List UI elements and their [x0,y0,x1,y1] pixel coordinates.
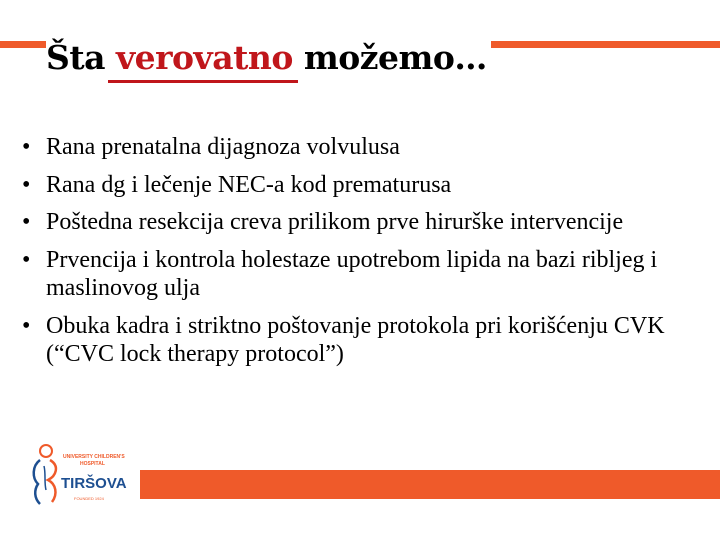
bullet-text: Poštedna resekcija creva prilikom prve hirurške intervencije [46,209,624,235]
bullet-dot: • [22,171,31,198]
title-suffix: možemo… [292,38,487,77]
logo-name: TIRŠOVA [61,475,127,492]
bullet-dot: • [22,246,31,273]
child-figure-icon [34,445,56,504]
bullet-item [22,171,712,200]
title-emphasis: verovatno [115,38,293,77]
bullet-item [22,246,712,303]
bullet-text: Obuka kadra i striktno poštovanje protokola pri korišćenju CVK (“CVC lock therapy protocol”) [46,312,665,367]
bullet-text: Prvencija i kontrola holestaze upotrebom lipida na bazi ribljeg i maslinovog ulja [46,246,658,301]
bullet-dot: • [22,209,31,235]
bullet-dot: • [22,312,31,339]
logo-line1: UNIVERSITY CHILDREN'S [63,454,125,460]
slide-title [46,36,491,80]
bullet-item [22,133,712,162]
bullet-dot: • [22,134,31,160]
bottom-accent-bar [140,470,720,499]
bullet-text: Rana dg i lečenje NEC-a kod prematurusa [46,171,452,198]
bullet-text: Rana prenatalna dijagnoza volvulusa [46,134,400,160]
title-underline [108,80,298,83]
bullet-item [22,312,712,369]
bullet-list [22,133,712,378]
title-prefix: Šta [46,38,116,77]
hospital-logo [26,440,138,510]
logo-tagline: FOUNDED 1924 [74,496,104,501]
logo-line2: HOSPITAL [80,461,105,467]
bullet-item [22,208,712,237]
